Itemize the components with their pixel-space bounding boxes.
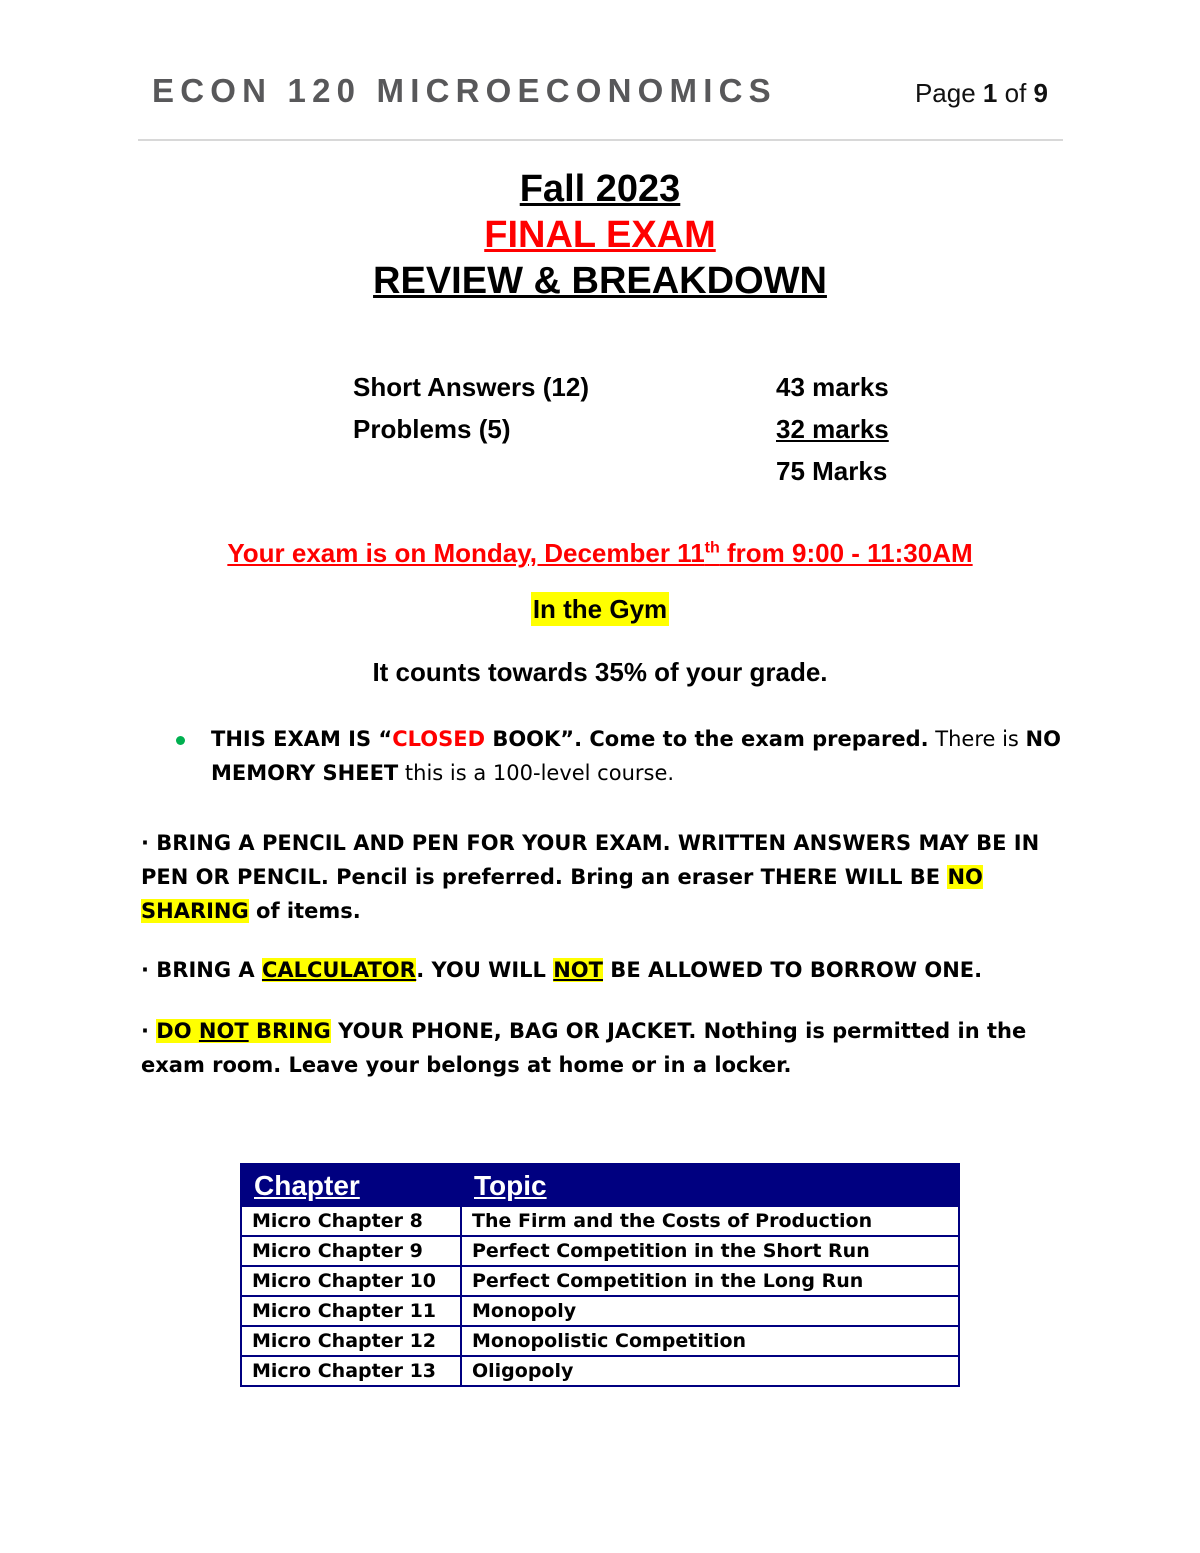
calculator-highlight: CALCULATOR	[261, 958, 417, 982]
exam-date	[0, 538, 1200, 569]
no-sharing-highlight: NO SHARING	[141, 865, 983, 923]
calculator-part1: · BRING A	[141, 958, 262, 982]
term-title: Fall 2023	[519, 168, 681, 210]
topic-cell: Perfect Competition in the Short Run	[461, 1236, 959, 1266]
pencil-part2: of items.	[248, 899, 361, 923]
header-divider	[138, 139, 1063, 141]
topic-cell: Monopoly	[461, 1296, 959, 1326]
course-title: ECON 120 MICROECONOMICS	[152, 72, 777, 109]
table-row	[241, 1266, 959, 1296]
exam-date-suffix: from 9:00 - 11:30AM	[719, 538, 973, 568]
exam-date-prefix: Your exam is on Monday, December 11	[227, 538, 705, 568]
header-topic: Topic	[461, 1164, 959, 1206]
page-total: 9	[1033, 78, 1048, 108]
chapter-table	[240, 1163, 960, 1387]
closed-book-no: NO	[1025, 727, 1061, 751]
exam-location-text: In the Gym	[532, 594, 668, 624]
table-row	[241, 1326, 959, 1356]
table-row	[241, 1206, 959, 1236]
rule-closed-book	[211, 722, 1071, 790]
exam-date-sup: th	[704, 539, 720, 557]
marks-label-short-answers: Short Answers (12)	[353, 372, 589, 402]
calculator-part3: BE ALLOWED TO BORROW ONE.	[603, 958, 983, 982]
table-header-row	[241, 1164, 959, 1206]
closed-word: CLOSED	[392, 727, 486, 751]
rule-calculator	[141, 953, 1059, 987]
page-of: of	[1004, 78, 1027, 108]
marks-value-problems: 32 marks	[776, 414, 889, 444]
rule-phone	[141, 1014, 1059, 1082]
marks-value-short-answers: 43 marks	[776, 372, 889, 402]
phone-not-highlight: NOT	[198, 1019, 249, 1043]
table-row	[241, 1356, 959, 1386]
chapter-cell: Micro Chapter 10	[241, 1266, 461, 1296]
page-number	[915, 78, 1048, 109]
topic-cell: Oligopoly	[461, 1356, 959, 1386]
not-highlight: NOT	[553, 958, 603, 982]
topic-cell: The Firm and the Costs of Production	[461, 1206, 959, 1236]
topic-cell: Monopolistic Competition	[461, 1326, 959, 1356]
chapter-cell: Micro Chapter 11	[241, 1296, 461, 1326]
chapter-cell: Micro Chapter 13	[241, 1356, 461, 1386]
chapter-cell: Micro Chapter 12	[241, 1326, 461, 1356]
memory-sheet: MEMORY SHEET	[211, 761, 399, 785]
bring-highlight: BRING	[248, 1019, 331, 1043]
table-row	[241, 1296, 959, 1326]
chapter-cell: Micro Chapter 8	[241, 1206, 461, 1236]
page-label: Page	[914, 78, 976, 108]
closed-book-line2: this is a 100-level course.	[398, 761, 675, 785]
closed-book-part3: There is	[928, 727, 1026, 751]
pencil-part1: · BRING A PENCIL AND PEN FOR YOUR EXAM. WRITTEN ANSWERS MAY BE IN PEN OR PENCIL. Pencil is preferred. Bring an eraser THERE WILL BE	[141, 831, 1040, 889]
chapter-cell: Micro Chapter 9	[241, 1236, 461, 1266]
marks-total: 75 Marks	[776, 456, 888, 486]
closed-book-part2: BOOK”. Come to the exam prepared.	[485, 727, 929, 751]
page-current: 1	[982, 78, 998, 108]
rule-pencil	[141, 826, 1059, 928]
bullet-icon	[176, 736, 185, 745]
closed-book-part1: THIS EXAM IS “	[211, 727, 393, 751]
exam-location	[0, 594, 1200, 625]
review-title: REVIEW & BREAKDOWN	[373, 260, 827, 302]
calculator-part2: . YOU WILL	[416, 958, 554, 982]
phone-part1: ·	[141, 1019, 157, 1043]
topic-cell: Perfect Competition in the Long Run	[461, 1266, 959, 1296]
table-row	[241, 1236, 959, 1266]
do-highlight: DO	[156, 1019, 199, 1043]
phone-part2: YOUR PHONE, BAG OR JACKET. Nothing is permitted in the exam room. Leave your belongs at home or in a locker.	[141, 1019, 1027, 1077]
exam-title: FINAL EXAM	[484, 214, 716, 256]
exam-weight: It counts towards 35% of your grade.	[372, 657, 828, 687]
marks-label-problems: Problems (5)	[353, 414, 511, 444]
header-chapter: Chapter	[241, 1164, 461, 1206]
